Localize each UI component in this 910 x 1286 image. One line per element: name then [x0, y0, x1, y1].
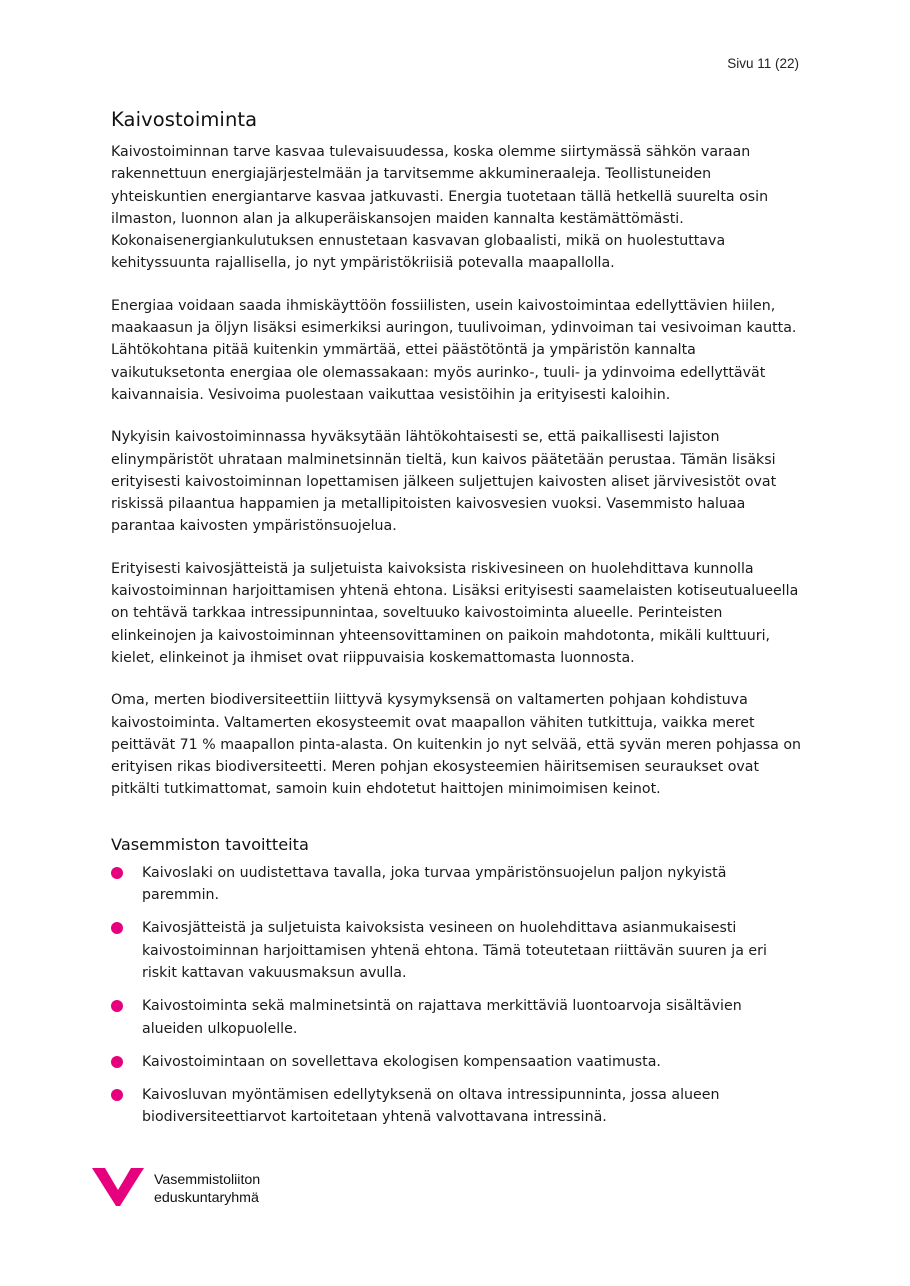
bullet-dot-icon [111, 1000, 123, 1012]
bullet-dot-icon [111, 867, 123, 879]
bullet-dot-icon [111, 1089, 123, 1101]
goal-item [111, 862, 801, 907]
bullet-dot-icon [111, 1056, 123, 1068]
goals-title: Vasemmiston tavoitteita [111, 834, 309, 854]
logo-v-shape [92, 1168, 144, 1206]
goal-text: Kaivostoiminta sekä malminetsintä on rajattava merkittäviä luontoarvoja sisältävien alueiden ulkopuolelle. [142, 998, 742, 1037]
goal-text: Kaivostoimintaan on sovellettava ekologisen kompensaation vaatimusta. [142, 1053, 661, 1070]
paragraph-5: Oma, merten biodiversiteettiin liittyvä kysymyksensä on valtamerten pohjaan kohdistuva kaivostoiminta. Valtamerten ekosysteemit ovat maapallon vähiten tutkittuja, vaikka meret peittävät 71 % maapallon pinta-alasta. On kuitenkin jo nyt selvää, että syvän meren pohjassa on erityisen rikas biodiversiteetti. Meren pohjan ekosysteemien häiritsemisen seuraukset ovat pitkälti tutkimattomat, samoin kuin ehdotetut haittojen minimoimisen keinot. [111, 692, 801, 798]
goal-text: Kaivosjätteistä ja suljetuista kaivoksista vesineen on huolehdittava asianmukaisesti kaivostoiminnan harjoittamisen yhtenä ehtona. Tämä toteutetaan riittävän suuren ja eri riskit kattavan vakuusmaksun avulla. [142, 920, 767, 981]
paragraph-2: Energiaa voidaan saada ihmiskäyttöön fossiilisten, usein kaivostoimintaa edellyttävien hiilen, maakaasun ja öljyn lisäksi esimerkiksi auringon, tuulivoiman, ydinvoiman tai vesivoiman kautta. Lähtökohtana pitää kuitenkin ymmärtää, ettei päästötöntä ja ympäristön kannalta vaikutuksetonta energiaa ole olemassakaan: myös aurinko-, tuuli- ja ydinvoima edellyttävät kaivannaisia. Vesivoima puolestaan vaikuttaa vesistöihin ja erityisesti kaloihin. [111, 297, 797, 403]
bullet-dot-icon [111, 922, 123, 934]
goals-list [111, 862, 801, 1129]
main-content [111, 108, 801, 1140]
footer-org-line1: Vasemmistoliiton [154, 1172, 261, 1188]
goal-item [111, 917, 801, 984]
page-number: Sivu 11 (22) [727, 56, 799, 71]
footer-org-name [154, 1171, 260, 1207]
footer-org-line2: eduskuntaryhmä [154, 1190, 259, 1206]
paragraph-1: Kaivostoiminnan tarve kasvaa tulevaisuudessa, koska olemme siirtymässä sähkön varaan rakennettuun energiajärjestelmään ja tarvitsemme akkumineraaleja. Teollistuneiden yhteiskuntien energiantarve kasvaa jatkuvasti. Energia tuotetaan tällä hetkellä suurelta osin ilmaston, luonnon alan ja alkuperäiskansojen maiden kannalta kestämättömästi. Kokonaisenergiankulutuksen ennustetaan kasvavan globaalisti, mikä on huolestuttava kehityssuunta rajallisella, jo nyt ympäristökriisiä potevalla maapallolla. [111, 144, 769, 272]
goal-text: Kaivosluvan myöntämisen edellytyksenä on oltava intressipunninta, jossa alueen biodiversiteettiarvot kartoitetaan yhtenä valvottavana intressinä. [142, 1087, 720, 1126]
paragraph-3: Nykyisin kaivostoiminnassa hyväksytään lähtökohtaisesti se, että paikallisesti lajiston elinympäristöt uhrataan malminetsinnän tieltä, kun kaivos päätetään perustaa. Tämän lisäksi erityisesti kaivostoiminnan lopettamisen jälkeen suljettujen kaivosten aliset järvivesistöt ovat riskissä pilaantua happamien ja metallipitoisten kaivosvesien vuoksi. Vasemmisto haluaa parantaa kaivosten ympäristönsuojelua. [111, 429, 777, 535]
goal-text: Kaivoslaki on uudistettava tavalla, joka turvaa ympäristönsuojelun paljon nykyistä paremmin. [142, 864, 727, 904]
goal-item [111, 1084, 801, 1129]
section-title: Kaivostoiminta [111, 108, 258, 131]
paragraph-4: Erityisesti kaivosjätteistä ja suljetuista kaivoksista riskivesineen on huolehdittava kunnolla kaivostoiminnan harjoittamisen yhtenä ehtona. Lisäksi erityisesti saamelaisten kotiseutualueella on tehtävä tarkkaa intressipunnintaa, soveltuuko kaivostoiminta alueelle. Perinteisten elinkeinojen ja kaivostoiminnan yhteensovittaminen on paikoin mahdotonta, mikäli kulttuuri, kielet, elinkeinot ja ihmiset ovat riippuvaisia koskemattomasta luonnosta. [111, 560, 799, 666]
goal-item [111, 995, 801, 1040]
party-logo-icon [92, 1168, 144, 1208]
goal-item [111, 1051, 801, 1073]
